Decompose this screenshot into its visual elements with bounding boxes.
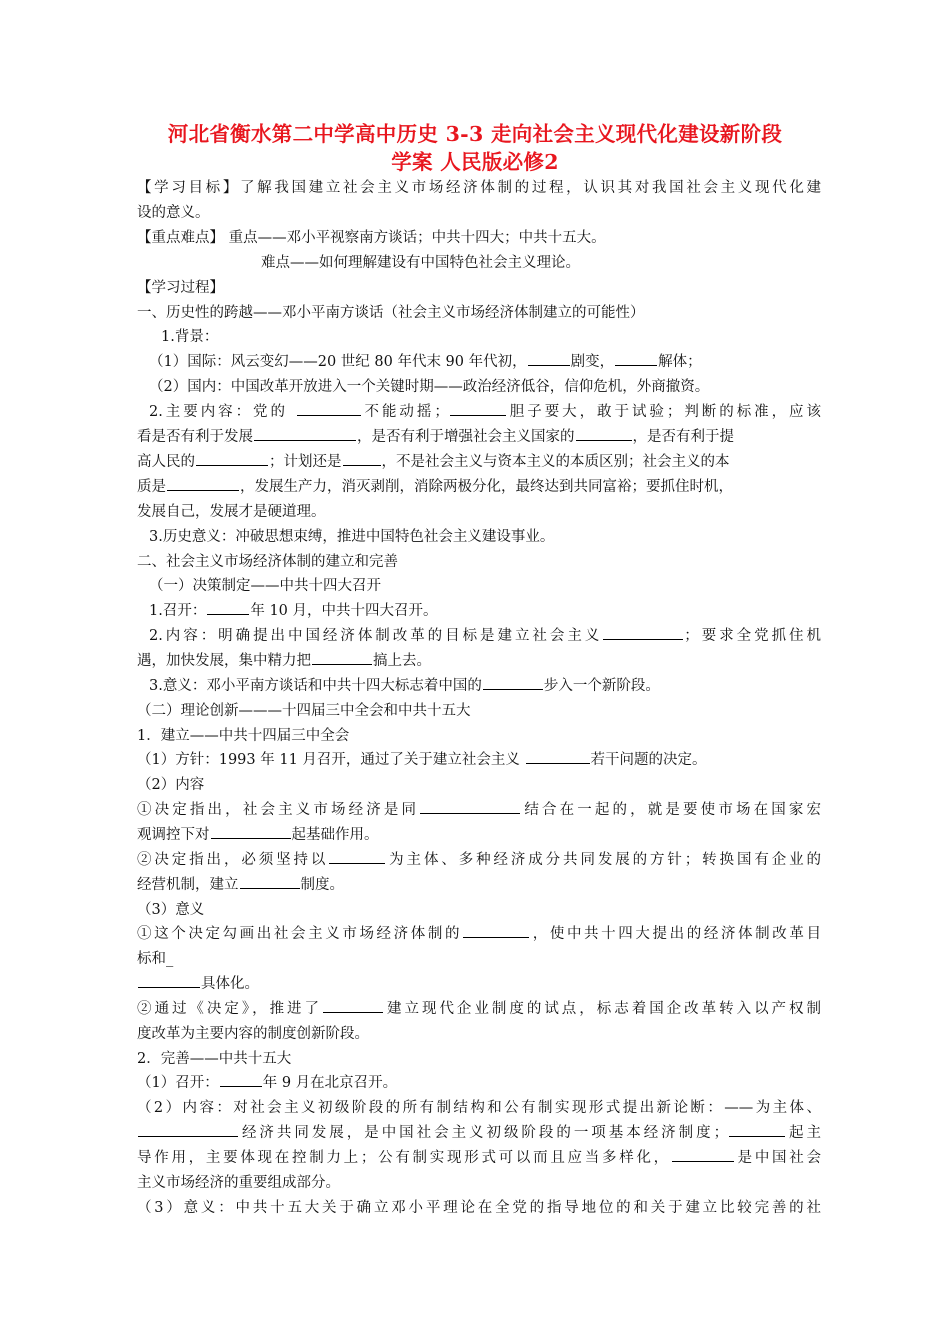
text-segment: 建立现代企业制度的试点，标志着国企改革转入以产权制	[384, 1001, 821, 1017]
text-segment: 经营机制，建立	[137, 877, 239, 893]
text-segment: 搞上去。	[373, 653, 431, 669]
text-segment: 不能动摇；	[361, 404, 449, 420]
text-line: 【重点难点】 重点——邓小平视察南方谈话；中共十四大；中共十五大。	[137, 230, 606, 246]
text-line	[137, 922, 821, 946]
text-line	[137, 798, 821, 822]
section-heading: 【学习过程】	[137, 280, 224, 296]
text-line	[137, 972, 821, 996]
text-segment: 具体化。	[201, 976, 259, 992]
text-segment: 高人民的	[137, 454, 195, 470]
text-line: 【学习目标】了解我国建立社会主义市场经济体制的过程，认识其对我国社会主义现代化建	[137, 180, 821, 196]
text-line	[149, 599, 821, 623]
text-segment: 胆子要大，敢于试验；判断的标准，应该	[506, 404, 821, 420]
fill-blank[interactable]	[254, 425, 356, 441]
fill-blank[interactable]	[312, 649, 372, 665]
text-line: 度改革为主要内容的制度创新阶段。	[137, 1026, 369, 1042]
text-line: （3）意义：中共十五大关于确立邓小平理论在全党的指导地位的和关于建立比较完善的社	[137, 1200, 821, 1216]
text-segment: ①决定指出，社会主义市场经济是同	[137, 802, 420, 818]
fill-blank[interactable]	[207, 599, 249, 615]
fill-blank[interactable]	[729, 1121, 785, 1137]
text-segment: 是中国社会	[734, 1150, 821, 1166]
section-heading: 二、社会主义市场经济体制的建立和完善	[137, 554, 398, 570]
fill-blank[interactable]	[240, 873, 300, 889]
text-segment: ，是否有利于增强社会主义国家的	[357, 429, 575, 445]
text-segment: 若干问题的决定。	[590, 752, 707, 768]
text-line	[137, 848, 821, 872]
text-line: 难点——如何理解建设有中国特色社会主义理论。	[261, 255, 580, 271]
text-line	[137, 1146, 821, 1170]
text-line: 1．建立——中共十四届三中全会	[137, 728, 350, 744]
text-segment: 起基础作用。	[291, 827, 379, 843]
text-segment: 观调控下对	[137, 827, 210, 843]
text-segment: 年 10 月，中共十四大召开。	[250, 603, 438, 619]
fill-blank[interactable]	[343, 450, 381, 466]
text-segment: 起主	[786, 1125, 821, 1141]
fill-blank[interactable]	[483, 674, 543, 690]
text-line: 标和_	[137, 951, 174, 967]
text-line: （2）国内：中国改革开放进入一个关键时期——政治经济低谷，信仰危机，外商撤资。	[149, 379, 710, 395]
text-line	[137, 1071, 821, 1095]
text-segment: 剧变，	[570, 354, 615, 370]
text-segment: ；要求全党抓住机	[684, 628, 821, 644]
fill-blank[interactable]	[196, 450, 268, 466]
text-segment: ①这个决定勾画出社会主义市场经济体制的	[137, 926, 463, 942]
text-line	[137, 425, 821, 449]
fill-blank[interactable]	[420, 798, 520, 814]
text-line: 发展自己，发展才是硬道理。	[137, 504, 326, 520]
document-title-line-2: 学案 人民版必修2	[391, 150, 559, 174]
fill-blank[interactable]	[463, 922, 529, 938]
fill-blank[interactable]	[603, 624, 683, 640]
fill-blank[interactable]	[450, 400, 506, 416]
text-segment: 导作用，主要体现在控制力上；公有制实现形式可以而且应当多样化，	[137, 1150, 671, 1166]
text-segment: 2.主要内容：党的	[149, 404, 296, 420]
text-segment: （1）方针：1993 年 11 月召开，通过了关于建立社会主义	[137, 752, 525, 768]
text-line: 1.背景：	[161, 329, 219, 345]
text-segment: ②决定指出，必须坚持以	[137, 852, 329, 868]
text-line: （2）内容：对社会主义初级阶段的所有制结构和公有制实现形式提出新论断：——为主体、	[137, 1100, 821, 1116]
text-segment: 1.召开：	[149, 603, 207, 619]
fill-blank[interactable]	[329, 848, 385, 864]
text-segment: 遇，加快发展，集中精力把	[137, 653, 311, 669]
text-segment: 结合在一起的，就是要使市场在国家宏	[521, 802, 821, 818]
text-line	[137, 823, 821, 847]
text-line: 设的意义。	[137, 205, 210, 221]
text-line	[137, 475, 821, 499]
text-line	[137, 1121, 821, 1145]
text-segment: 经济共同发展，是中国社会主义初级阶段的一项基本经济制度；	[239, 1125, 729, 1141]
text-segment: （1）召开：	[137, 1075, 219, 1091]
text-line	[137, 649, 821, 673]
text-line	[137, 873, 821, 897]
fill-blank[interactable]	[167, 475, 239, 491]
text-line	[137, 748, 821, 772]
fill-blank[interactable]	[528, 350, 570, 366]
text-line: （2）内容	[137, 777, 205, 793]
fill-blank[interactable]	[297, 400, 361, 416]
fill-blank[interactable]	[323, 997, 383, 1013]
subsection-heading: （二）理论创新———十四届三中全会和中共十五大	[137, 703, 471, 719]
fill-blank[interactable]	[526, 748, 590, 764]
text-segment: ，使中共十四大提出的经济体制改革目	[530, 926, 821, 942]
fill-blank[interactable]	[138, 972, 200, 988]
text-segment: 制度。	[300, 877, 344, 893]
fill-blank[interactable]	[211, 823, 291, 839]
text-segment: 看是否有利于发展	[137, 429, 253, 445]
fill-blank[interactable]	[220, 1071, 262, 1087]
fill-blank[interactable]	[576, 425, 632, 441]
text-segment: ，是否有利于提	[632, 429, 734, 445]
text-line	[149, 624, 821, 648]
text-segment: ；计划还是	[269, 454, 342, 470]
text-segment: 步入一个新阶段。	[543, 678, 660, 694]
text-segment: ，不是社会主义与资本主义的本质区别；社会主义的本	[381, 454, 730, 470]
text-segment: 3.意义：邓小平南方谈话和中共十四大标志着中国的	[149, 678, 482, 694]
text-line: （3）意义	[137, 902, 205, 918]
text-line: 主义市场经济的重要组成部分。	[137, 1175, 340, 1191]
document-title-line-1: 河北省衡水第二中学高中历史 3-3 走向社会主义现代化建设新阶段	[167, 122, 783, 146]
text-segment: 2.内容：明确提出中国经济体制改革的目标是建立社会主义	[149, 628, 603, 644]
text-line	[149, 350, 821, 374]
text-segment: 质是	[137, 479, 166, 495]
text-line: 2．完善——中共十五大	[137, 1051, 292, 1067]
text-segment: （1）国际：风云变幻——20 世纪 80 年代末 90 年代初，	[149, 354, 527, 370]
text-segment: 为主体、多种经济成分共同发展的方针；转换国有企业的	[386, 852, 821, 868]
text-line	[149, 400, 821, 424]
text-line: 3.历史意义：冲破思想束缚，推进中国特色社会主义建设事业。	[149, 529, 555, 545]
fill-blank[interactable]	[138, 1121, 238, 1137]
text-line	[149, 674, 821, 698]
text-segment: ，发展生产力，消灭剥削，消除两极分化，最终达到共同富裕；要抓住时机，	[240, 479, 733, 495]
text-segment: ②通过《决定》，推进了	[137, 1001, 323, 1017]
text-line	[137, 997, 821, 1021]
text-segment: 年 9 月在北京召开。	[262, 1075, 398, 1091]
text-line	[137, 450, 821, 474]
section-heading: 一、历史性的跨越——邓小平南方谈话（社会主义市场经济体制建立的可能性）	[137, 305, 645, 321]
text-segment: 解体；	[658, 354, 702, 370]
fill-blank[interactable]	[615, 350, 657, 366]
subsection-heading: （一）决策制定——中共十四大召开	[149, 578, 381, 594]
fill-blank[interactable]	[672, 1146, 734, 1162]
